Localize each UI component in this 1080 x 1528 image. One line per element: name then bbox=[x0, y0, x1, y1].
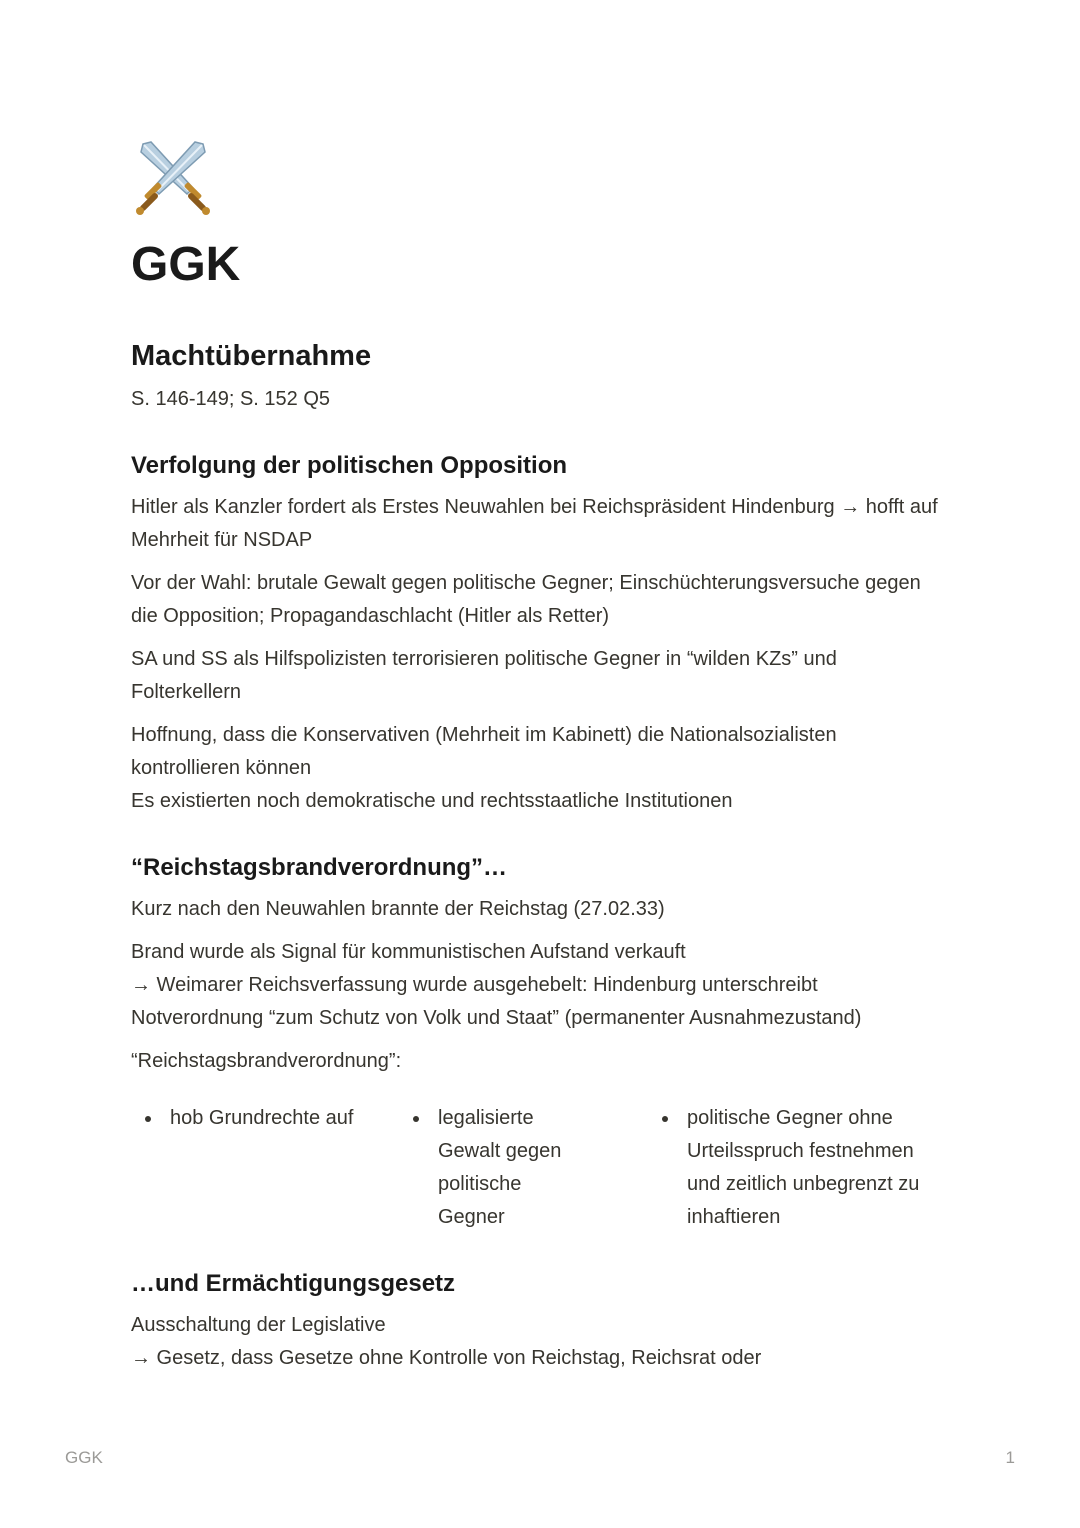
bullet-dot bbox=[413, 1116, 419, 1122]
paragraph: → Weimarer Reichsverfassung wurde ausgehebelt: Hindenburg unterschreibt Notverordnung “zum Schutz von Volk und Staat” (permanenter Ausnahmezustand) bbox=[131, 974, 862, 1029]
paragraph: Es existierten noch demokratische und rechtsstaatliche Institutionen bbox=[131, 790, 733, 812]
paragraph: → Gesetz, dass Gesetze ohne Kontrolle von Reichstag, Reichsrat oder bbox=[131, 1347, 762, 1369]
bullet-text: legalisierte Gewalt gegen politische Gegner bbox=[438, 1107, 562, 1228]
bullet-text: hob Grundrechte auf bbox=[170, 1107, 354, 1129]
bullet-item bbox=[399, 1102, 648, 1234]
paragraph: SA und SS als Hilfspolizisten terrorisieren politische Gegner in “wilden KZs” und Folterkellern bbox=[131, 648, 837, 703]
reichstagsbrand-heading: “Reichstagsbrandverordnung”… bbox=[131, 854, 508, 881]
bullet-text: politische Gegner ohne Urteilsspruch festnehmen und zeitlich unbegrenzt zu inhaftieren bbox=[687, 1107, 920, 1228]
ermaechtigung-heading: …und Ermächtigungsgesetz bbox=[131, 1270, 456, 1297]
crossed-swords-icon bbox=[131, 138, 215, 222]
paragraph: Hitler als Kanzler fordert als Erstes Neuwahlen bei Reichspräsident Hindenburg → hofft auf Mehrheit für NSDAP bbox=[131, 496, 938, 551]
document-page bbox=[131, 138, 951, 1375]
verfolgung-heading: Verfolgung der politischen Opposition bbox=[131, 452, 568, 479]
page-number: 1 bbox=[1005, 1448, 1015, 1467]
bullet-item bbox=[648, 1102, 948, 1234]
page-title: GGK bbox=[131, 238, 241, 291]
footer-title: GGK bbox=[65, 1448, 103, 1467]
paragraph: “Reichstagsbrandverordnung”: bbox=[131, 1050, 402, 1072]
page-reference: S. 146-149; S. 152 Q5 bbox=[131, 388, 331, 410]
bullet-dot bbox=[145, 1116, 151, 1122]
bullet-columns bbox=[131, 1102, 951, 1234]
paragraph: Hoffnung, dass die Konservativen (Mehrheit im Kabinett) die Nationalsozialisten kontrollieren können bbox=[131, 724, 837, 779]
bullet-dot bbox=[662, 1116, 668, 1122]
bullet-item bbox=[131, 1102, 399, 1234]
paragraph: Kurz nach den Neuwahlen brannte der Reichstag (27.02.33) bbox=[131, 898, 665, 920]
paragraph: Brand wurde als Signal für kommunistischen Aufstand verkauft bbox=[131, 941, 686, 963]
paragraph: Ausschaltung der Legislative bbox=[131, 1314, 386, 1336]
section-heading: Machtübernahme bbox=[131, 340, 372, 372]
paragraph: Vor der Wahl: brutale Gewalt gegen politische Gegner; Einschüchterungsversuche gegen die Opposition; Propagandaschlacht (Hitler als Retter) bbox=[131, 572, 921, 627]
